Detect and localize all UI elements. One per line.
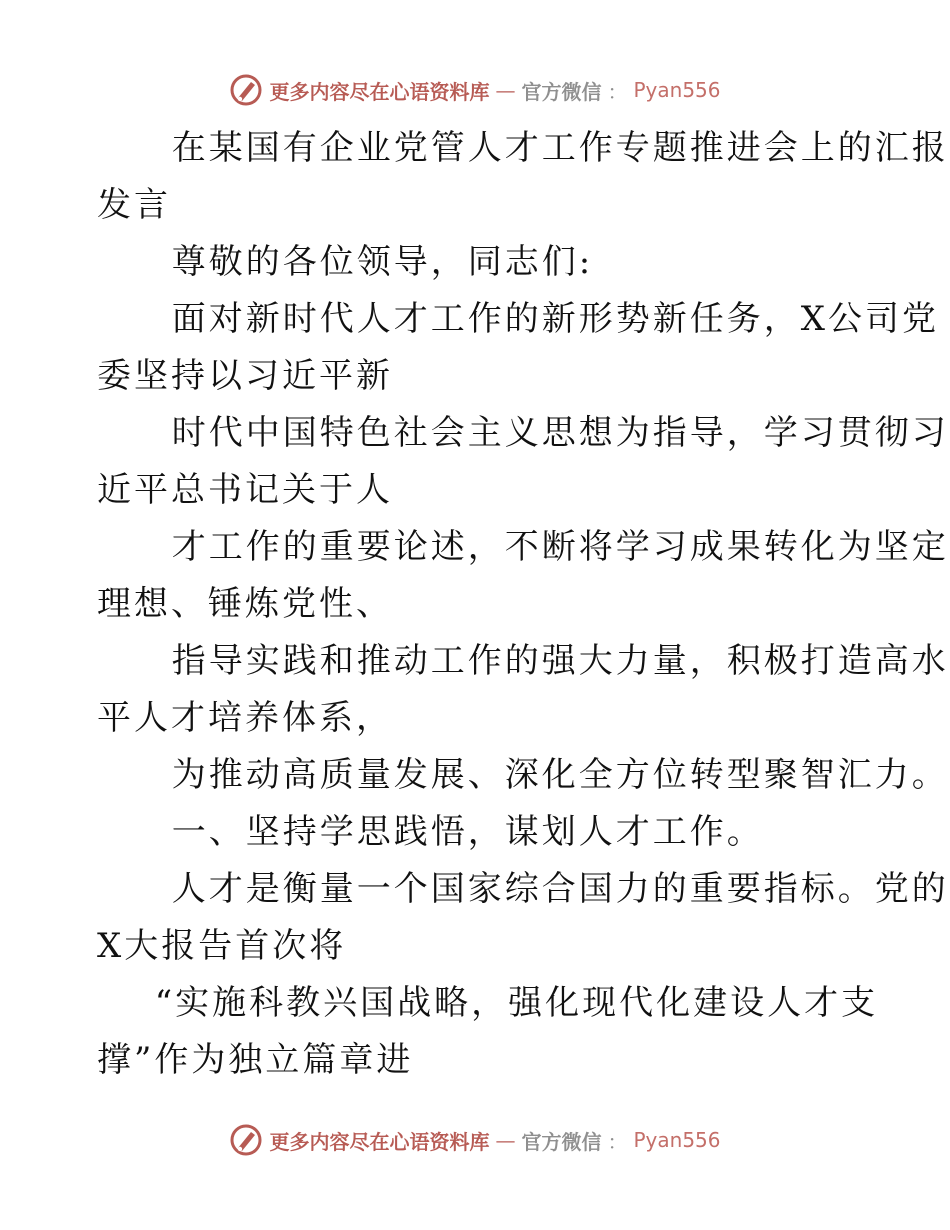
title-line-2: 发言	[97, 185, 171, 225]
paragraph-line: 人才是衡量一个国家综合国力的重要指标。党的	[171, 869, 949, 909]
paragraph-line: 才工作的重要论述，不断将学习成果转化为坚定	[171, 527, 949, 567]
title-line-1: 在某国有企业党管人才工作专题推进会上的汇报	[171, 128, 949, 168]
header-site-text: 更多内容尽在心语资料库	[269, 79, 490, 104]
paragraph-line: 近平总书记关于人	[97, 470, 393, 510]
header-account: Pyan556	[633, 78, 721, 102]
footer-colon: ：	[607, 1129, 628, 1154]
paragraph-line: 平人才培养体系，	[97, 698, 393, 738]
header-dash: —	[495, 78, 516, 102]
paragraph-line: 指导实践和推动工作的强大力量，积极打造高水	[171, 641, 949, 681]
paragraph-line: 时代中国特色社会主义思想为指导，学习贯彻习	[171, 413, 949, 453]
paragraph-line: X大报告首次将	[97, 926, 347, 966]
footer-banner	[0, 1118, 950, 1162]
paragraph-line: 理想、锤炼党性、	[97, 584, 393, 624]
pen-logo-icon	[229, 1123, 263, 1157]
header-colon: ：	[607, 79, 628, 104]
paragraph-line: “实施科教兴国战略，强化现代化建设人才支	[154, 983, 879, 1023]
section-heading: 一、坚持学思践悟，谋划人才工作。	[171, 812, 764, 852]
footer-dash: —	[495, 1128, 516, 1152]
paragraph-line: 为推动高质量发展、深化全方位转型聚智汇力。	[171, 755, 949, 795]
footer-site-text: 更多内容尽在心语资料库	[269, 1129, 490, 1154]
header-wechat-label: 官方微信	[521, 79, 602, 104]
salutation: 尊敬的各位领导，同志们:	[171, 242, 594, 282]
paragraph-line: 面对新时代人才工作的新形势新任务，X公司党	[171, 299, 940, 339]
footer-wechat-label: 官方微信	[521, 1129, 602, 1154]
paragraph-line: 委坚持以习近平新	[97, 356, 393, 396]
paragraph-line: 撑”作为独立篇章进	[97, 1040, 414, 1080]
header-banner	[0, 68, 950, 112]
footer-account: Pyan556	[633, 1128, 721, 1152]
document-body	[97, 120, 949, 1089]
pen-logo-icon	[229, 73, 263, 107]
